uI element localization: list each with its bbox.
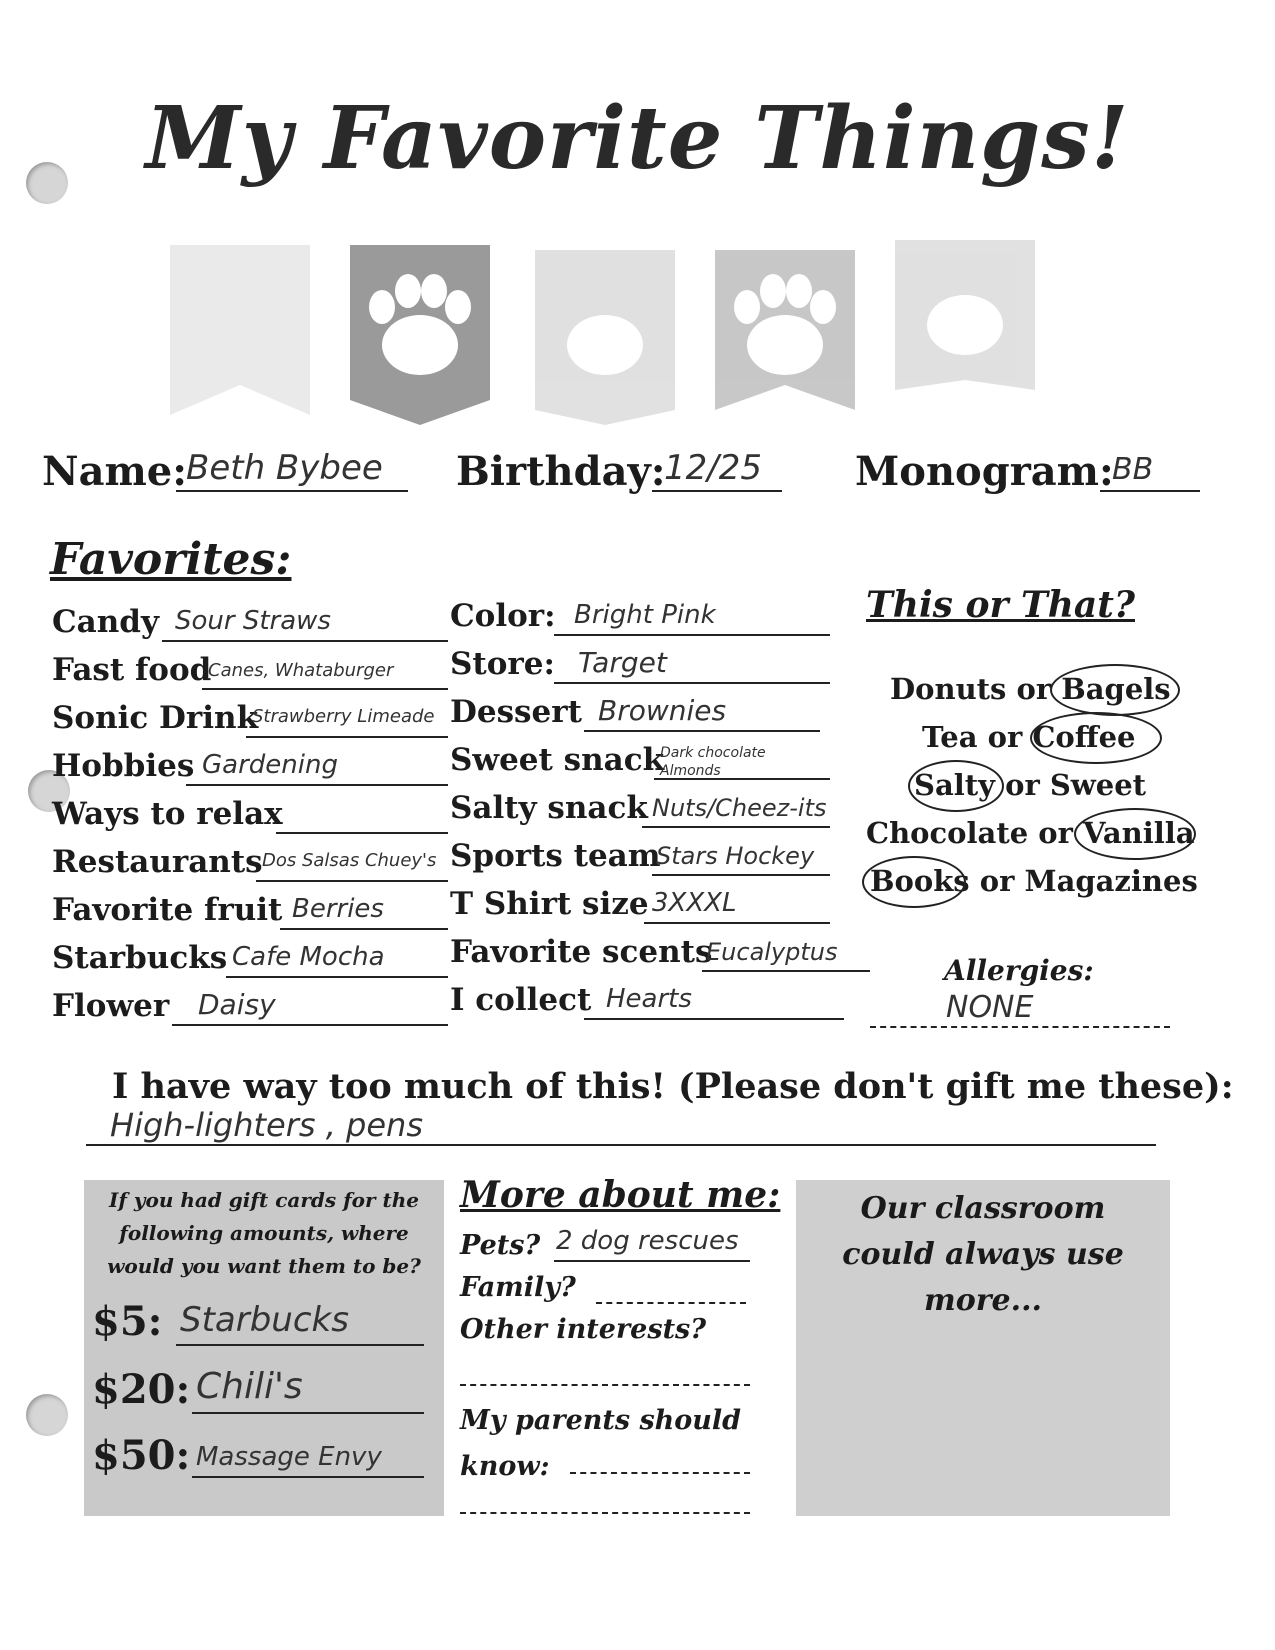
birthday-line [652, 490, 782, 492]
gift-card-amount: $20: [92, 1366, 191, 1413]
monogram-line [1100, 490, 1200, 492]
selection-circle-coffee [1030, 712, 1162, 764]
parents-line-1 [570, 1472, 750, 1474]
or-word: or [1005, 768, 1040, 802]
option-b[interactable]: Bagels [1061, 672, 1171, 706]
parents-line-2 [460, 1512, 750, 1514]
gift-cards-heading: If you had gift cards for the following amounts, where would you want them to be? [107, 1188, 421, 1278]
fav-value[interactable]: 3XXXL [652, 888, 737, 918]
gift-cards-box [84, 1180, 444, 1516]
fav-line [554, 634, 830, 636]
fav-value[interactable]: Bright Pink [574, 600, 716, 630]
other-interests-label: Other interests? [460, 1314, 707, 1345]
option-b[interactable]: Coffee [1032, 720, 1136, 754]
fav-label: T Shirt size [450, 886, 649, 922]
fav-value[interactable]: Cafe Mocha [232, 942, 385, 972]
gift-card-line [192, 1476, 424, 1478]
monogram-value[interactable]: BB [1112, 452, 1154, 487]
birthday-value[interactable]: 12/25 [664, 448, 762, 488]
or-word: or [987, 720, 1023, 754]
fav-line [162, 640, 448, 642]
fav-label: Flower [52, 988, 170, 1024]
fav-value[interactable]: Eucalyptus [706, 938, 838, 966]
pets-line [554, 1260, 750, 1262]
fav-line [256, 880, 448, 882]
fav-line [276, 832, 448, 834]
fav-label: Store: [450, 646, 555, 682]
pets-label: Pets? [460, 1230, 541, 1261]
option-a[interactable]: Books [870, 864, 970, 898]
fav-label: Starbucks [52, 940, 228, 976]
or-word: or [1016, 672, 1052, 706]
option-b[interactable]: Magazines [1024, 864, 1198, 898]
option-b[interactable]: Sweet [1049, 768, 1147, 802]
fav-label: Hobbies [52, 748, 195, 784]
fav-line [644, 922, 830, 924]
fav-label: Dessert [450, 694, 582, 730]
fav-value[interactable]: Dos Salsas Chuey's [262, 850, 437, 871]
fav-line [584, 730, 820, 732]
paw-banner-decoration [160, 225, 1080, 430]
paw-icon [350, 245, 490, 425]
gift-card-value[interactable]: Massage Envy [196, 1442, 382, 1472]
parents-should-know-label: My parents should know: [460, 1405, 742, 1482]
fav-label: Sports team [450, 838, 661, 874]
selection-circle-bagels [1050, 664, 1180, 716]
family-line [596, 1302, 746, 1304]
fav-label: Sonic Drink [52, 700, 259, 736]
selection-circle-vanilla [1074, 808, 1196, 860]
allergies-line [870, 1026, 1170, 1028]
fav-label: Sweet snack [450, 742, 665, 778]
fav-value[interactable]: Sour Straws [175, 606, 331, 636]
paw-icon [895, 240, 1035, 390]
fav-label: Ways to relax [52, 796, 283, 832]
option-a[interactable]: Tea [922, 720, 978, 754]
gift-card-line [192, 1412, 424, 1414]
this-or-that-heading: This or That? [866, 584, 1135, 626]
option-b[interactable]: Vanilla [1083, 816, 1195, 850]
name-value[interactable]: Beth Bybee [186, 448, 383, 488]
paw-icon [170, 245, 310, 415]
gift-card-amount: $5: [92, 1298, 163, 1345]
fav-line [246, 736, 448, 738]
pets-value[interactable]: 2 dog rescues [556, 1226, 739, 1256]
favorites-heading: Favorites: [50, 534, 292, 585]
fav-label: Fast food [52, 652, 212, 688]
fav-line [702, 970, 870, 972]
binder-hole-bottom [26, 1394, 68, 1436]
fav-value[interactable]: Target [578, 646, 667, 679]
fav-line [202, 688, 448, 690]
fav-line [172, 1024, 448, 1026]
fav-value[interactable]: Dark chocolate Almonds [660, 745, 766, 779]
option-a[interactable]: Salty [914, 768, 995, 802]
selection-circle-salty [908, 760, 1004, 812]
name-line [176, 490, 408, 492]
fav-line [186, 784, 448, 786]
page-title: My Favorite Things! [145, 88, 1130, 189]
fav-label: Salty snack [450, 790, 648, 826]
fav-label: Color: [450, 598, 556, 634]
fav-label: Candy [52, 604, 159, 640]
allergies-heading: Allergies: [944, 954, 1094, 987]
option-a[interactable]: Chocolate [866, 816, 1029, 850]
fav-value[interactable]: Strawberry Limeade [252, 706, 435, 727]
monogram-label: Monogram: [855, 448, 1114, 495]
classroom-box [796, 1180, 1170, 1516]
gift-card-value[interactable]: Chili's [196, 1366, 303, 1407]
fav-value[interactable]: Canes, Whataburger [208, 660, 394, 681]
fav-line [652, 874, 830, 876]
fav-label: Favorite scents [450, 934, 713, 970]
gift-card-amount: $50: [92, 1432, 191, 1479]
fav-label: Favorite fruit [52, 892, 283, 928]
option-a[interactable]: Donuts [890, 672, 1007, 706]
fav-line [642, 826, 830, 828]
fav-line [554, 682, 830, 684]
birthday-label: Birthday: [456, 448, 666, 495]
too-much-heading: I have way too much of this! (Please don't gift me these): [112, 1066, 1234, 1107]
or-word: or [1038, 816, 1073, 850]
fav-label: Restaurants [52, 844, 263, 880]
or-word: or [979, 864, 1015, 898]
paw-icon [535, 250, 675, 425]
fav-line [280, 928, 448, 930]
fav-value[interactable]: Gardening [202, 750, 338, 780]
too-much-line [86, 1144, 1156, 1146]
paw-icon [715, 250, 855, 410]
fav-label: I collect [450, 982, 592, 1018]
other-interests-line [460, 1384, 750, 1386]
too-much-value[interactable]: High-lighters , pens [110, 1106, 423, 1144]
name-label: Name: [42, 448, 188, 495]
fav-value[interactable]: Nuts/Cheez-its [652, 794, 827, 822]
more-about-me-heading: More about me: [460, 1174, 781, 1216]
fav-value[interactable]: Berries [292, 894, 384, 924]
classroom-heading: Our classroom could always use more... [842, 1191, 1124, 1318]
selection-circle-books [862, 856, 966, 908]
fav-value[interactable]: Stars Hockey [656, 842, 815, 870]
fav-line [226, 976, 448, 978]
gift-card-value[interactable]: Starbucks [180, 1300, 349, 1340]
fav-value[interactable]: Hearts [606, 984, 692, 1014]
gift-card-line [176, 1344, 424, 1346]
fav-value[interactable]: Daisy [198, 988, 276, 1021]
allergies-value[interactable]: NONE [946, 990, 1034, 1025]
fav-line [584, 1018, 844, 1020]
family-label: Family? [460, 1272, 576, 1303]
fav-value[interactable]: Brownies [598, 694, 727, 727]
